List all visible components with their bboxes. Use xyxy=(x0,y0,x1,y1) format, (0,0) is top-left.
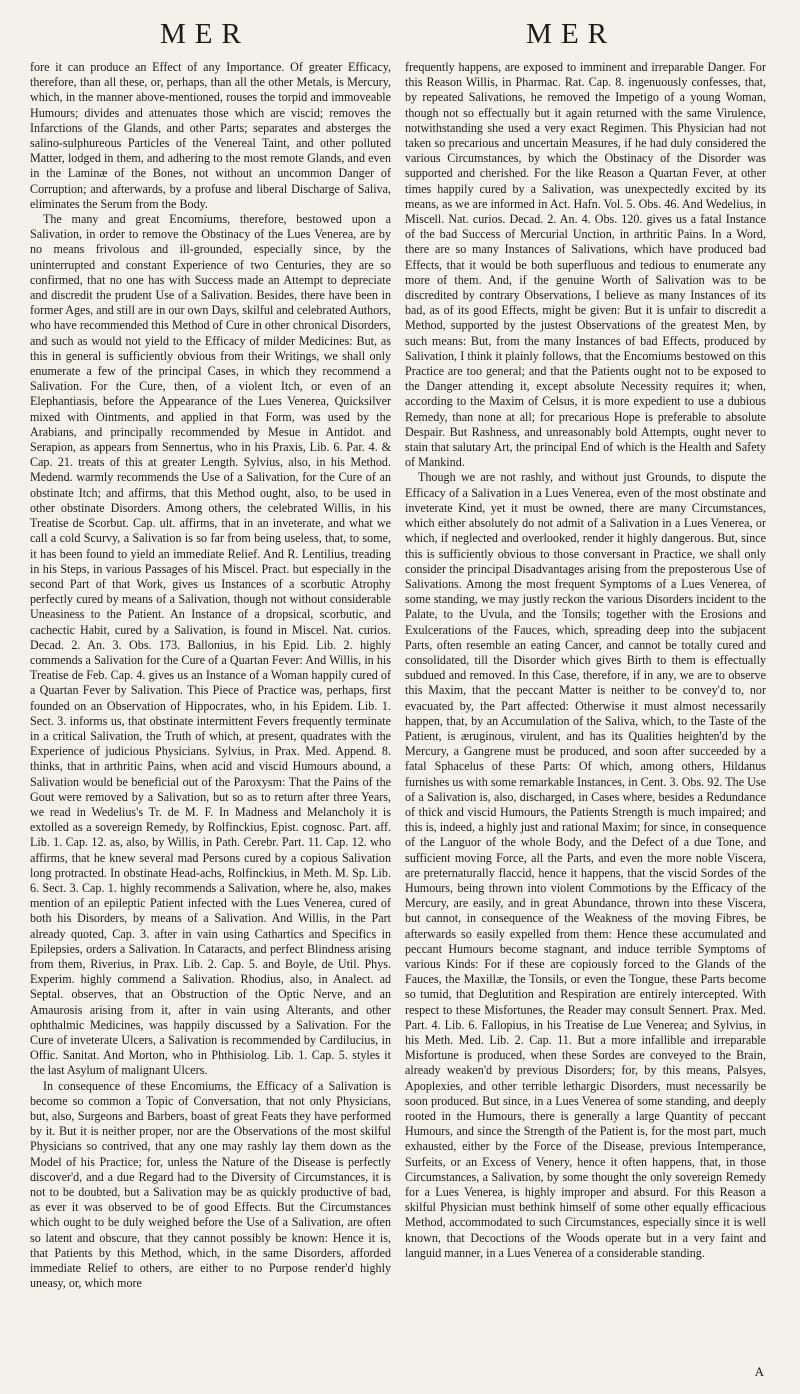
right-running-head: MER xyxy=(526,17,616,50)
paragraph: The many and great Encomiums, therefore, bestowed upon a Salivation, in order to remove the Obstinacy of the Lues Venerea, are by no means frivolous and ill-grounded, especially since, by the uninterrupted and constant Experience of two Centuries, they are so confirmed, that no one has with Success made an Attempt to depreciate and discredit the prudent Use of a Salivation. Besides, there have been in former Ages, and still are in our own Days, skilful and celebrated Authors, who have recommended this Method of Cure in other chronical Disorders, and such as would not yield to the Efficacy of milder Medicines: But, as this in general is sufficiently obvious from their Writings, we shall only enumerate a few of the principal Cases, in which they recommend a Salivation. For the Cure, then, of a violent Itch, or even of an Elephantiasis, before the Appearance of the Lues Venerea, Quicksilver mixed with Ointments, and applied in that Form, was used by the Arabians, and principally recommended by Mesue in Antidot. and Serapion, as appears from Sennertus, who in his Praxis, Lib. 6. Par. 4. & Cap. 21. treats of this at greater Length. Sylvius, also, in his Method. Medend. warmly recommends the Use of a Salivation, for the Cure of an obstinate Itch; and affirms, that this Method ought, also, to be used in other obstinate Disorders. Among others, the celebrated Willis, in his Treatise de Scorbut. Cap. ult. affirms, that in an inveterate, and what we call a cold Scurvy, a Salivation is so far from being useless, that, to some, it has been found to yield an immediate Relief. And R. Lentilius, treading in his Steps, in various Passages of his Miscel. Pract. but especially in the second Part of that Work, gives us Instances of a scorbutic Atrophy perfectly cured by means of a Salivation, though not without considerable Uneasiness to the Patient. An Instance of a dropsical, scorbutic, and cachectic Habit, cured by a Salivation, is found in Miscel. Nat. curios. Decad. 2. An. 3. Obs. 173. Ballonius, in his Epid. Lib. 2. highly commends a Salivation for the Cure of a Quartan Fever: And Willis, in his Treatise de Feb. Cap. 4. gives us an Instance of a Woman happily cured of a Quartan Fever by Salivation. This Piece of Practice was, perhaps, first founded on an Observation of Hippocrates, who, in his Epidem. Lib. 1. Sect. 3. informs us, that obstinate intermittent Fevers frequently terminate in a critical Salivation, the Truth of which, at present, quadrates with the Experience of judicious Physicians. Sylvius, in Prax. Med. Append. 8. thinks, that in arthritic Pains, when acid and viscid Humours abound, a Salivation would be beneficial out of the Paroxysm: That the Pains of the Gout were removed by a Salivation, but so as to return after three Years, we read in Wedelius's Tr. de M. F. In Madness and Melancholy it is extolled as a sovereign Remedy, by Rolfinckius, Epist. cognosc. Part. aff. Lib. 1. Cap. 12. as, also, by Willis, in Path. Cerebr. Part. 11. Cap. 12. who affirms, that he knew several mad Persons cured by a copious Salivation long protracted. In obstinate Head-achs, Rolfinckius, in Meth. M. Sp. Lib. 6. Sect. 3. Cap. 1. highly recommends a Salivation, where he, also, makes mention of an epileptic Patient infected with the Lues Venerea, cured of both his Disorders, by means of a Salivation. And Willis, in the Part already quoted, Cap. 3. after in vain using Cathartics and Specifics in Epilepsies, orders a Salivation. In Cataracts, and perfect Blindness arising from them, Riverius, in Prax. Lib. 2. Cap. 5. and Boyle, de Util. Phys. Experim. highly commend a Salivation. Rhodius, also, in Analect. ad Septal. observes, that an Obstruction of the Optic Nerve, and an Amaurosis arising from it, after in vain using Alterants, and other ophthalmic Medicines, was happily discussed by a Salivation. For the Cure of inveterate Ulcers, a Salivation is recommended by Cardilucius, in Offic. Sanitat. And Morton, who in Phthisiolog. Lib. 1. Cap. 5. styles it the last Asylum of malignant Ulcers. xyxy=(30,212,391,1078)
paragraph: Though we are not rashly, and without just Grounds, to dispute the Efficacy of a Salivation in a Lues Venerea, even of the most obstinate and inveterate Kind, yet it must be owned, there are many Circumstances, which either absolutely do not admit of a Salivation in a Lues Venerea, or which, if neglected and overlooked, render it highly dangerous. But, since this is sufficiently obvious to those conversant in Practice, we shall only consider the principal Disadvantages arising from the preposterous Use of Salivations. Among the most frequent Symptoms of a Lues Venerea, of some standing, we may justly reckon the various Disorders incident to the Palate, to the Uvula, and the Tonsils; together with the Erosions and Exulcerations of the Fauces, which, spreading deep into the subjacent Parts, often resemble an eating Cancer, and cannot be totally cured and consolidated, till the Disorder which gives Birth to them is effectually subdued and removed. In this Case, therefore, if in any, we are to observe this Maxim, that the peccant Matter is neither to be convey'd to, nor evacuated by, the Part affected: Otherwise it must almost necessarily happen, that, by an Accumulation of the Saliva, which, to the Taste of the Patient, is æruginous, virulent, and has its Qualities heighten'd by the Mercury, a Gangrene must be produced, and soon after succeeded by a fatal Sphacelus of these Parts: Of which, among others, Hildanus furnishes us with some remarkable Instances, in Cent. 3. Obs. 92. The Use of a Salivation is, also, discharged, in Cases where, besides a Redundance of thick and viscid Humours, the Patients Strength is much impaired; and this is, indeed, a highly just and rational Maxim; for since, in consequence of the Languor of the whole Body, and the Defect of a due Tone, and sufficient moving Force, all the Parts, and even the more noble Viscera, are preternaturally flaccid, hence it happens, that the viscid Sordes of the Humours, being thrown into violent Commotions by the Efficacy of the Mercury, are easily, and in great Abundance, thrown into these Viscera, but cannot, in consequence of the Weakness of the moving Fibres, be afterwards so easily expelled from them: Hence these accumulated and peccant Humours become stagnant, and induce terrible Symptoms of various Kinds: For if these are copiously forced to the Glands of the Fauces, the Maxillæ, the Tonsils, or even the Tongue, these Parts become so tumid, that Deglutition and Respiration are entirely intercepted. With respect to these Misfortunes, the Reader may consult Sennert. Prax. Med. Part. 4. Lib. 6. Fallopius, in his Treatise de Lue Venerea; and Sylvius, in his Meth. Med. Lib. 2. Cap. 11. But a more infallible and irreparable Misfortune is produced, when these Sordes are conveyed to the Brain, already weaken'd by previous Disorders; for, by this means, Palsyes, Apoplexies, and other terrible lethargic Disorders, must necessarily be soon produced. But since, in a Lues Venerea of some standing, and deeply rooted in the Humours, there is generally a large Quantity of peccant Humours, and since the Strength of the Patient is, for the most part, much exhausted, either by the Force of the Disease, previous Intemperance, Surfeits, or an Excess of Venery, hence it often happens, that, in those Circumstances, a Salivation, by some thought the only sovereign Remedy for a Lues Venerea, is highly improper and absurd. For this Reason a skilful Physician must bethink himself of some other equally efficacious Method, accommodated to such Circumstances, especially since it is well known, that Decoctions of the Woods operate but in a very faint and languid manner, in a Lues Venerea of a considerable standing. xyxy=(405,470,766,1260)
text-columns xyxy=(30,60,766,1291)
signature-mark: A xyxy=(754,1364,764,1379)
paragraph: fore it can produce an Effect of any Importance. Of greater Efficacy, therefore, than all these, or, perhaps, than all the other Metals, is Mercury, which, in the manner above-mentioned, rouses the torpid and immoveable Humours; divides and attenuates those which are viscid; removes the Infarctions of the Glands, and other Parts; separates and absterges the salino-sulphureous Particles of the Venereal Taint, and other polluted Matter, lodged in them, and adhering to the most remote Glands, and even in the Laminæ of the Bones, not without an uncommon Danger of Corruption; and afterwards, by a profuse and liberal Discharge of Saliva, eliminates the Serum from the Body. xyxy=(30,60,391,211)
paragraph: In consequence of these Encomiums, the Efficacy of a Salivation is become so common a Topic of Conversation, that not only Physicians, but, also, Surgeons and Barbers, boast of great Feats they have performed by it. But it is neither proper, nor are the Observations of the most skilful Physicians so contrived, that any one may rashly lay them down as the Model of his Practice; for, unless the Nature of the Disease is perfectly discover'd, and a due Regard had to the Diversity of Circumstances, it is not to be doubted, but a Salivation may be as quickly productive of bad, as ever it was observed to be of good Effects. But the Circumstances which ought to be duly weighed before the Use of a Salivation, are often so latent and obscure, that they cannot possibly be known: Hence it is, that Patients by this Method, which, in the same Disorders, afforded immediate Relief to others, are either to no Purpose render'd highly uneasy, or, which more xyxy=(30,1078,391,1291)
running-heads xyxy=(30,14,766,54)
right-column xyxy=(405,60,766,1291)
paragraph: frequently happens, are exposed to imminent and irreparable Danger. For this Reason Willis, in Pharmac. Rat. Cap. 8. ingenuously confesses, that, by repeated Salivations, he removed the Impetigo of a young Woman, though not so effectually but it again returned with the same Virulence, notwithstanding she used a very exact Regimen. This Physician had not taken so precarious and uncertain Measures, if he had duly considered the various Circumstances, by which the Obstinacy of the Disorder was supported and cherished. For the like Reason a Quartan Fever, at other times happily cured by a Salivation, was unexpectedly excited by its means, as we are informed in Act. Hafn. Vol. 5. Obs. 46. And Wedelius, in Miscell. Nat. curios. Decad. 2. An. 4. Obs. 120. gives us a fatal Instance of the bad Success of Mercurial Unction, in arthritic Pains. In a Word, there are so many Instances of Salivations, which have produced bad Effects, that it would be both superfluous and tedious to enumerate any more of them. And, if the genuine Worth of Salivation was to be discredited by contrary Observations, I believe as many Instances of its bad, as of its good Effects, might be given: But it is unfair to discredit a Method, supported by the justest Observations of the greatest Men, by such means: But, from the many Instances of bad Effects, produced by Salivation, I think it plainly follows, that the Encomiums bestowed on this Practice are too general; and that the Patients ought not to be exposed to the Danger attending it, except absolute Necessity requires it; when, according to the Maxim of Celsus, it is more expedient to use a dubious Remedy, than none at all; for precarious Hope is preferable to absolute Despair. But Rashness, and unreasonably bold Attempts, ought never to stain that salutary Art, the principal End of which is the Health and Safety of Mankind. xyxy=(405,60,766,470)
left-running-head: MER xyxy=(160,17,250,50)
left-column xyxy=(30,60,391,1291)
